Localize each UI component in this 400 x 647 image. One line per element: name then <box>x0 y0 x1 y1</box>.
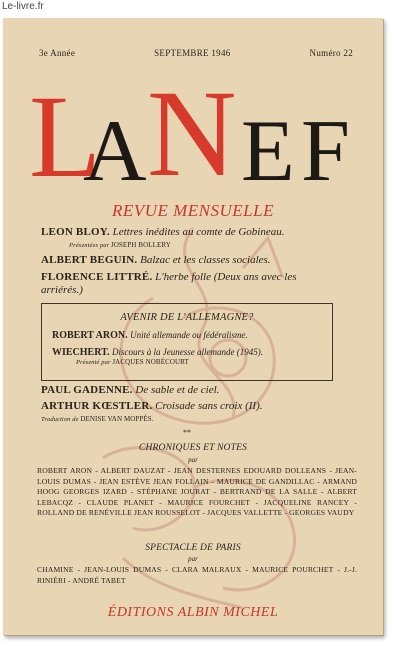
note-label: Présenté par <box>76 359 111 366</box>
contents-entry <box>41 400 357 426</box>
box-heading: AVENIR DE L'ALLEMAGNE? <box>120 312 254 323</box>
issue-year: 3e Année <box>39 48 76 58</box>
logo-letter: A <box>83 103 147 200</box>
logo-letter: L <box>29 71 102 202</box>
note-name: JACQUES NOBÉCOURT <box>112 358 189 366</box>
entry-title: Lettres inédites au comte de Gobineau. <box>112 226 285 238</box>
issue-month: SEPTEMBRE 1946 <box>154 48 231 58</box>
entry-author: ALBERT BEGUIN. <box>41 254 138 266</box>
subtitle: REVUE MENSUELLE <box>112 201 274 220</box>
spectacle-heading: SPECTACLE DE PARIS <box>145 543 241 553</box>
box-entry <box>52 347 326 366</box>
entry-author: LEON BLOY. <box>41 226 110 238</box>
entry-note <box>41 413 357 426</box>
chroniques-par: par <box>188 456 198 464</box>
feature-box <box>41 303 333 381</box>
entry-author: WIECHERT. <box>52 347 110 358</box>
publisher: ÉDITIONS ALBIN MICHEL <box>107 605 279 620</box>
contents-entry <box>41 271 337 297</box>
entry-title: Balzac et les classes sociales. <box>140 254 271 266</box>
spectacle-names: CHAMINE - JEAN-LOUIS DUMAS - CLARA MALRAUX - MAURICE POURCHET - J.-J. RINIÉRI - ANDRÉ TABET <box>37 565 357 585</box>
logo-letter: E <box>241 103 295 200</box>
entry-note <box>69 239 357 252</box>
stars-divider: ** <box>183 428 191 437</box>
note-label: Traduction de <box>41 416 79 423</box>
note-name: JOSEPH BOLLERY <box>110 241 171 249</box>
entry-title: Croisade sans croix (II). <box>155 400 263 412</box>
entry-note <box>76 358 326 366</box>
entry-title: Unité allemande ou fédéralisme. <box>130 330 248 340</box>
logo-letter: N <box>147 65 237 202</box>
chroniques-heading: CHRONIQUES ET NOTES <box>138 443 248 453</box>
note-label: Présentées par <box>69 242 110 249</box>
magazine-logo <box>29 65 361 202</box>
entry-title: Discours à la Jeunesse allemande (1945). <box>112 347 264 357</box>
watermark-text: Le-livre.fr <box>2 1 44 12</box>
note-name: DENISE VAN MOPPÈS. <box>80 415 154 423</box>
issue-info <box>39 48 353 58</box>
entry-title: De sable et de ciel. <box>135 384 220 396</box>
entry-author: ROBERT ARON. <box>52 330 128 341</box>
contents-entry <box>41 384 357 397</box>
entry-author: ARTHUR KŒSTLER. <box>41 400 153 412</box>
magazine-cover <box>3 18 383 635</box>
box-entry <box>52 330 326 341</box>
issue-number: Numéro 22 <box>309 48 353 58</box>
contents-entry <box>41 226 357 252</box>
logo-letter: F <box>301 103 350 200</box>
spectacle-par: par <box>188 555 198 563</box>
entry-author: FLORENCE LITTRÉ. <box>41 271 153 283</box>
entry-author: PAUL GADENNE. <box>41 384 133 396</box>
chroniques-names: ROBERT ARON - ALBERT DAUZAT - JEAN DESTERNES EDOUARD DOLLEANS - JEAN-LOUIS DUMAS - JEAN ESTÈVE JEAN FOLLAIN - MAURICE DE GANDILLAC - ARMAND HOOG GEORGES IZARD - STÉPHANE JOURAT - BERTRAND DE LA SALLE - ALBERT LEBACQZ - CLAUDE PLANET - MAURICE FOURCHET - JACQUELINE RANCEY - ROLLAND DE RENÉVILLE JEAN ROUSSELOT - JACQUES VALLETTE - GEORGES VAUDY <box>37 466 357 518</box>
contents-entry <box>41 254 357 267</box>
entry-title: L'herbe folle (Deux ans avec les arriérés.) <box>41 271 297 296</box>
